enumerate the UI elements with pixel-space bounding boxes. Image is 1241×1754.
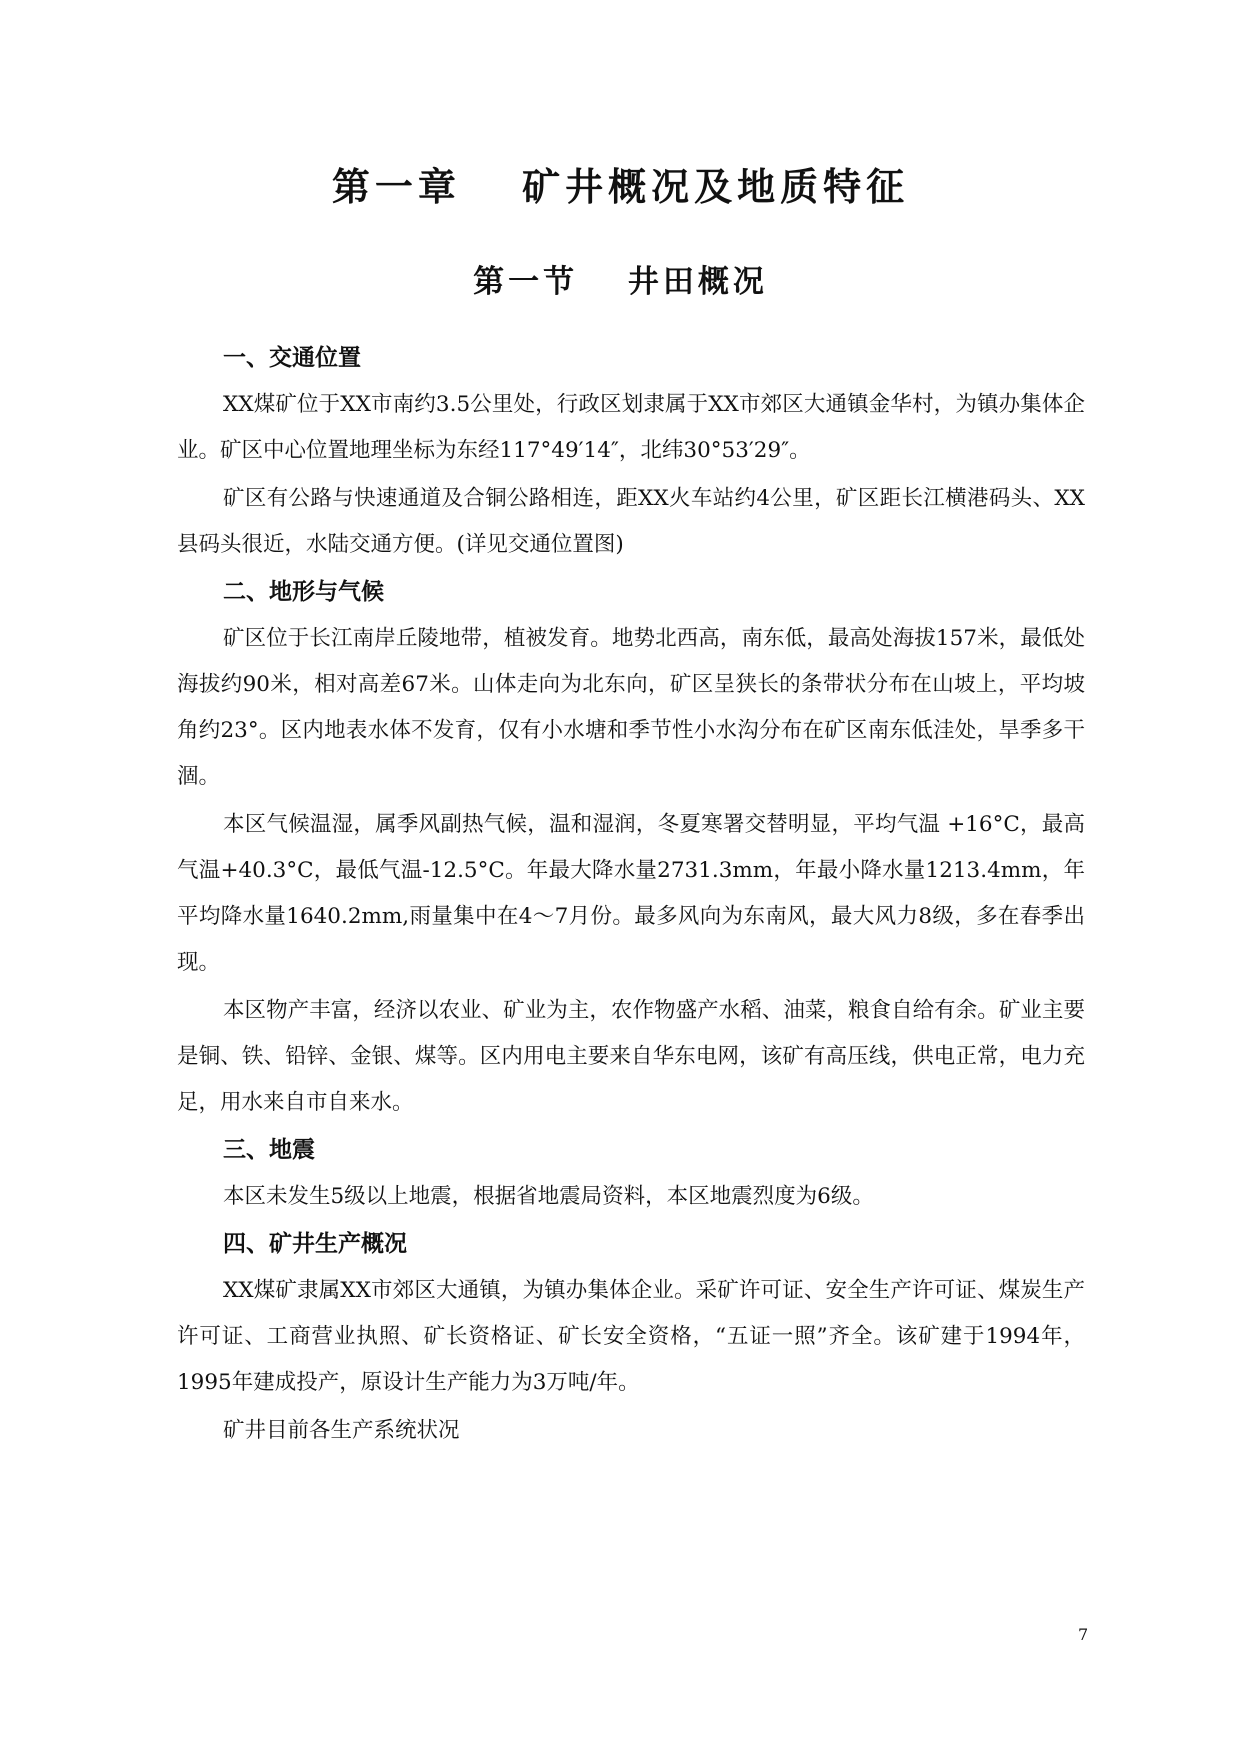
paragraph: 本区物产丰富，经济以农业、矿业为主，农作物盛产水稻、油菜，粮食自给有余。矿业主要是铜、铁、铅锌、金银、煤等。区内用电主要来自华东电网，该矿有高压线，供电正常，电力充足，用水来自市自来水。 bbox=[177, 998, 1085, 1115]
paragraph: 矿区位于长江南岸丘陵地带，植被发育。地势北西高，南东低，最高处海拔157米，最低处海拔约90米，相对高差67米。山体走向为北东向，矿区呈狭长的条带状分布在山坡上，平均坡角约23°。区内地表水体不发育，仅有小水塘和季节性小水沟分布在矿区南东低洼处，旱季多干涸。 bbox=[177, 626, 1085, 789]
paragraph: 矿区有公路与快速通道及合铜公路相连，距XX火车站约4公里，矿区距长江横港码头、XX县码头很近，水陆交通方便。(详见交通位置图) bbox=[177, 486, 1085, 557]
body-text bbox=[177, 334, 1085, 1454]
heading-traffic-location: 一、交通位置 bbox=[223, 345, 361, 371]
heading-terrain-climate: 二、地形与气候 bbox=[223, 579, 384, 605]
paragraph: 矿井目前各生产系统状况 bbox=[223, 1418, 460, 1443]
heading-earthquake: 三、地震 bbox=[223, 1137, 315, 1163]
paragraph: 本区气候温湿，属季风副热气候，温和湿润，冬夏寒署交替明显，平均气温 +16°C，最高气温+40.3°C，最低气温-12.5°C。年最大降水量2731.3mm，年最小降水量1213.4mm，年平均降水量1640.2mm,雨量集中在4～7月份。最多风向为东南风，最大风力8级，多在春季出现。 bbox=[177, 812, 1085, 975]
paragraph: 本区未发生5级以上地震，根据省地震局资料，本区地震烈度为6级。 bbox=[223, 1184, 874, 1209]
heading-mine-production: 四、矿井生产概况 bbox=[223, 1231, 407, 1257]
paragraph: XX煤矿位于XX市南约3.5公里处，行政区划隶属于XX市郊区大通镇金华村，为镇办集体企业。矿区中心位置地理坐标为东经117°49′14″，北纬30°53′29″。 bbox=[177, 392, 1085, 463]
page-number: 7 bbox=[1078, 1625, 1089, 1644]
section-title: 第一节 井田概况 bbox=[473, 264, 768, 300]
chapter-title: 第一章 矿井概况及地质特征 bbox=[331, 165, 910, 209]
paragraph: XX煤矿隶属XX市郊区大通镇，为镇办集体企业。采矿许可证、安全生产许可证、煤炭生产许可证、工商营业执照、矿长资格证、矿长安全资格，“五证一照”齐全。该矿建于1994年，1995年建成投产，原设计生产能力为3万吨/年。 bbox=[177, 1278, 1085, 1395]
